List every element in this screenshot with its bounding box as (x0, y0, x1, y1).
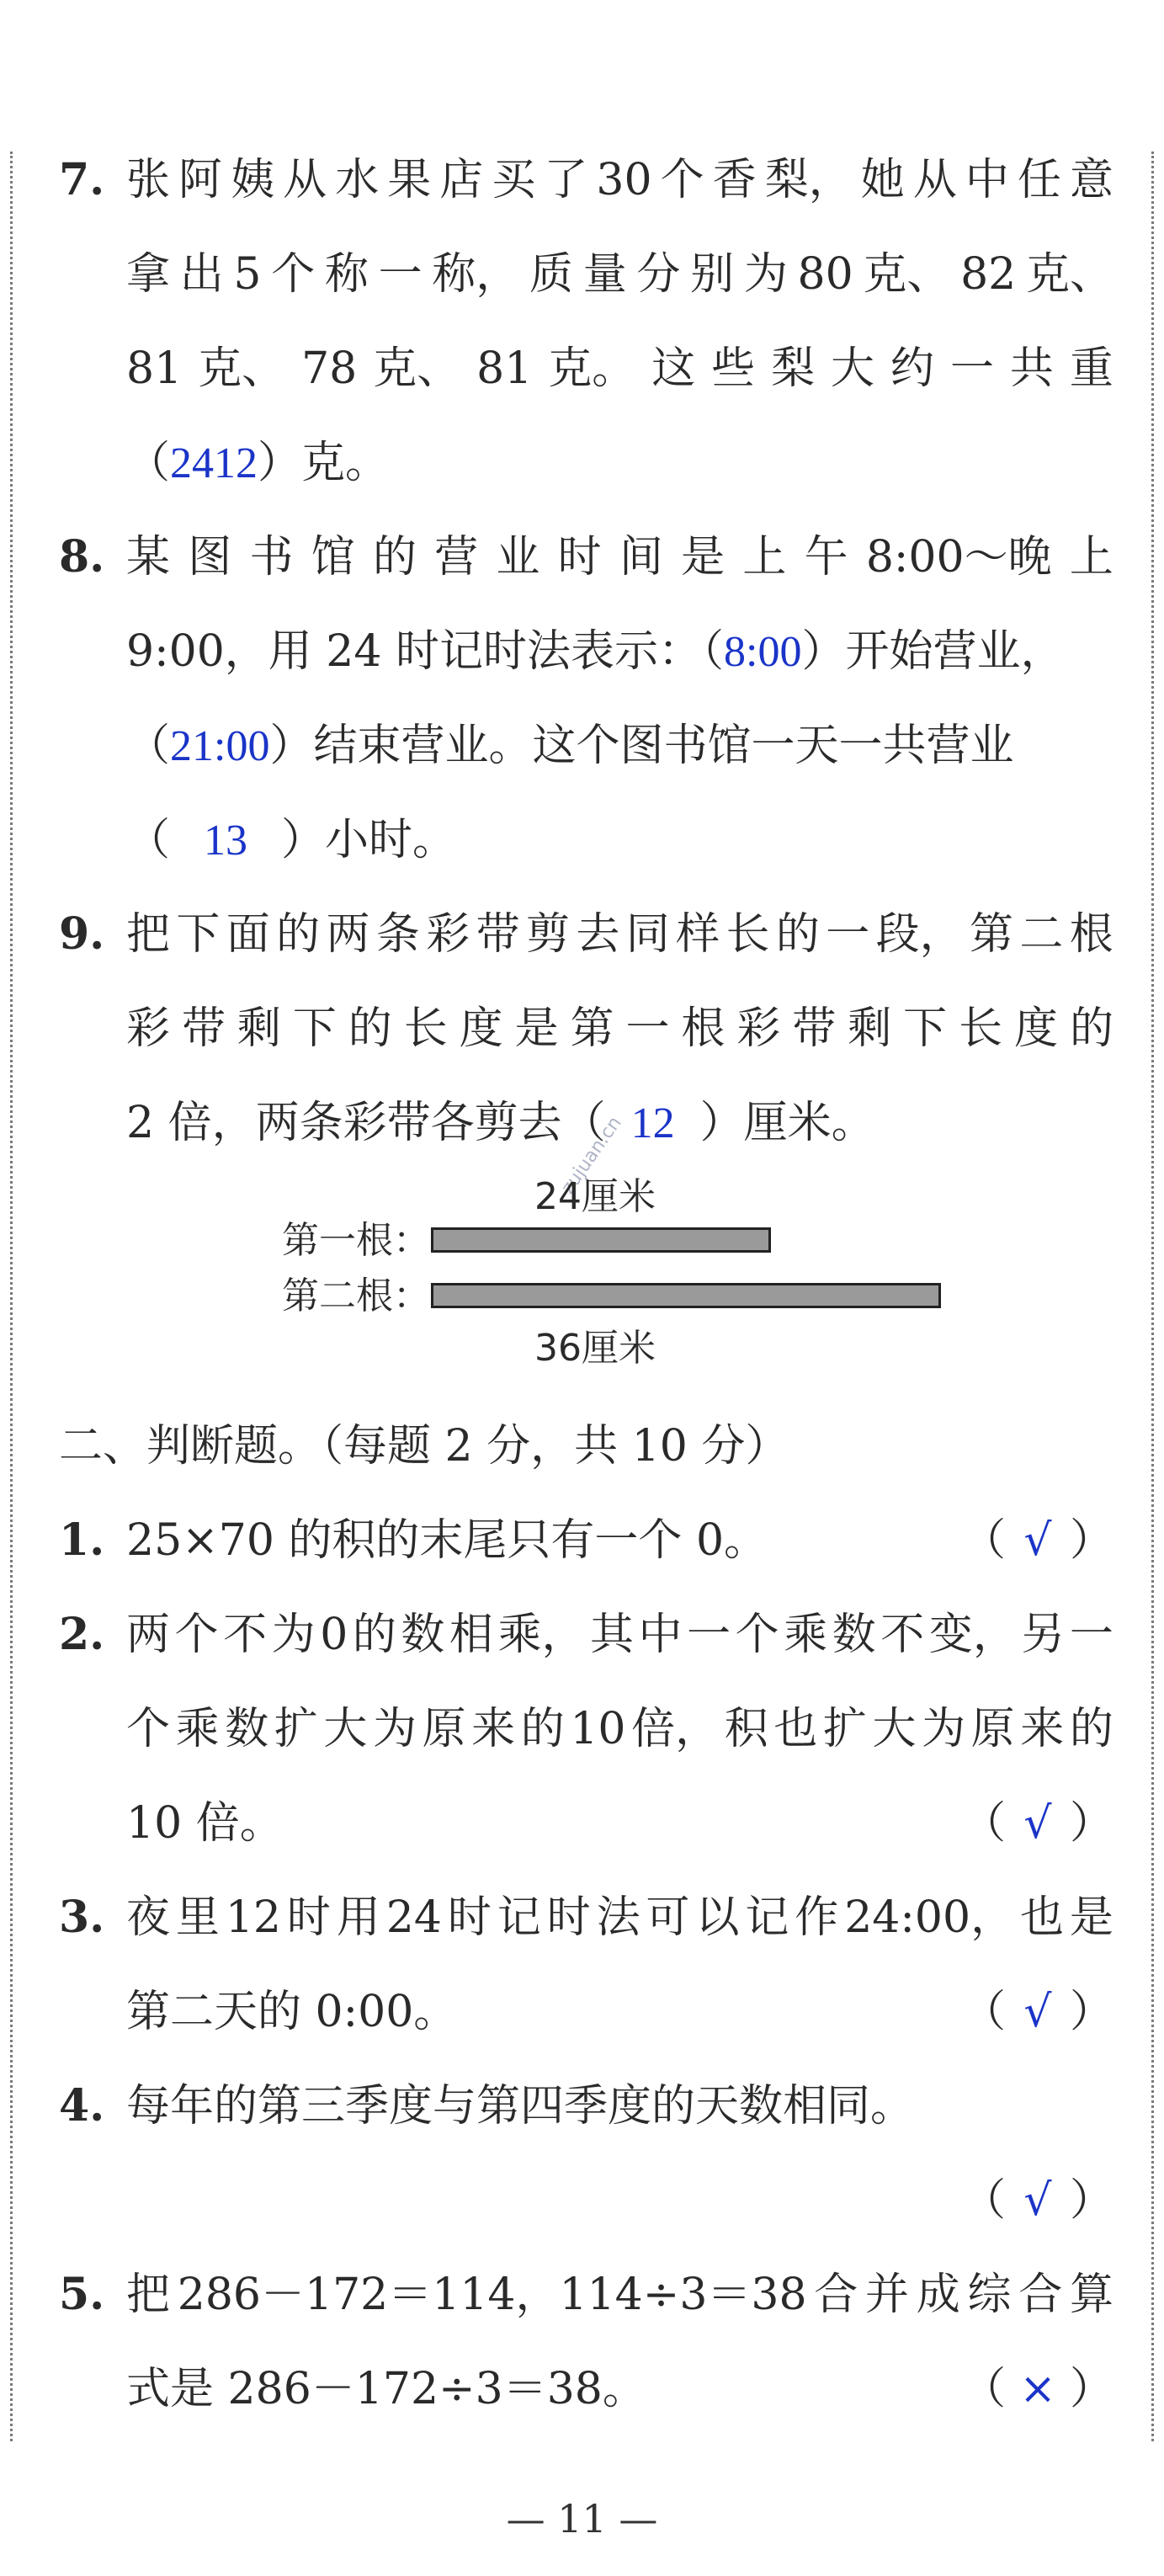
text-token: 段， (875, 909, 964, 960)
q7-answer: 2412 (170, 439, 258, 487)
text-token: 出 (179, 249, 224, 300)
text-token: 个 (174, 1610, 219, 1660)
text-token: 营 (434, 532, 479, 583)
text-token: 某 (126, 532, 171, 583)
paren-close: ） (1069, 1987, 1114, 2037)
text-token: 剩 (848, 1003, 892, 1054)
text-token: 克、 (373, 343, 461, 394)
paren-close: ） (1069, 1515, 1114, 1566)
question-8-number: 8. (59, 531, 105, 583)
text-token: 剩 (237, 1003, 281, 1054)
q9-line-3-pre: 2 倍，两条彩带各剪去（ (126, 1098, 606, 1148)
text-token: 是 (681, 532, 726, 583)
text-token: 数 (832, 1610, 876, 1660)
text-token: 乘 (175, 1704, 220, 1754)
text-token: 数 (401, 1610, 445, 1660)
text-token: 合 (1018, 2270, 1063, 2320)
text-token: 81 (126, 343, 183, 394)
text-token: 共 (1009, 343, 1054, 394)
text-token: 乘， (497, 1610, 586, 1660)
text-token: 二 (1019, 909, 1064, 960)
text-token: 张 (126, 155, 171, 205)
text-token: 业 (496, 532, 540, 583)
judge-3-answer-box (962, 1987, 1114, 2037)
text-token: 一 (826, 909, 870, 960)
section-2-title: 二、判断题。（每题 2 分，共 10 分） (59, 1421, 789, 1472)
text-token: 里 (175, 1892, 220, 1943)
text-token: 一 (949, 343, 994, 394)
q8-line-2 (126, 626, 1114, 677)
text-token: 香 (712, 155, 757, 205)
text-token: 法 (596, 1892, 640, 1943)
judge-2-line-3: 10 倍。 (126, 1798, 284, 1849)
judge-2-line-2 (126, 1704, 1114, 1754)
text-token: 算 (1069, 2270, 1114, 2320)
text-token: 彩 (126, 1003, 171, 1054)
paren-close: ） (1069, 1798, 1114, 1849)
text-token: 也 (773, 1704, 818, 1754)
text-token: 的 (348, 1003, 392, 1054)
text-token: 梨 (771, 343, 816, 394)
text-token: 倍， (631, 1704, 720, 1754)
text-token: 的 (276, 909, 321, 960)
text-token: 综 (967, 2270, 1012, 2320)
q9-line-3 (126, 1098, 1114, 1148)
text-token: 上 (1069, 532, 1114, 583)
text-token: 第 (970, 909, 1014, 960)
text-token: 数 (225, 1704, 269, 1754)
text-token: 了 (544, 155, 588, 205)
text-token: 彩 (736, 1003, 781, 1054)
judge-3-answer: √ (1023, 1987, 1052, 2037)
text-token: 作 (795, 1892, 839, 1943)
text-token: 梨， (764, 155, 853, 205)
text-token: 午 (804, 532, 848, 583)
text-token: 时 (557, 532, 602, 583)
text-token: 样 (676, 909, 720, 960)
text-token: 5 (233, 249, 262, 300)
paren-open: （ (962, 2175, 1007, 2226)
text-token: 克。 (548, 343, 636, 394)
right-dotted-margin (1151, 152, 1154, 2441)
text-token: 24:00， (844, 1892, 1015, 1943)
judge-1-answer: √ (1023, 1515, 1052, 1566)
q9-line-1 (126, 909, 1114, 960)
text-token: 来 (1020, 1704, 1065, 1754)
text-token: 以 (695, 1892, 740, 1943)
text-token: 根 (681, 1003, 726, 1054)
paren-open: （ (962, 2364, 1007, 2414)
judge-2-line-1 (126, 1610, 1114, 1660)
judge-5-answer-box (962, 2364, 1114, 2414)
text-token: 的 (775, 909, 820, 960)
paren-open: （ (962, 1987, 1007, 2037)
text-token: 别 (690, 249, 735, 300)
text-token: 两 (126, 1610, 171, 1660)
question-7-number: 7. (59, 154, 105, 205)
text-token: 另 (1021, 1610, 1066, 1660)
text-token: 个 (735, 1610, 779, 1660)
text-token: 其 (590, 1610, 635, 1660)
text-token: 的 (1069, 1704, 1114, 1754)
text-token: 8:00～晚 (865, 532, 1052, 583)
text-token: 的 (372, 532, 417, 583)
text-token: 分 (636, 249, 681, 300)
judge-5-line-1 (126, 2270, 1114, 2320)
text-token: 的 (1069, 1003, 1114, 1054)
text-token: 长 (726, 909, 770, 960)
ribbon-two-bar (431, 1283, 941, 1308)
text-token: 时 (286, 1892, 331, 1943)
q8-line-2-post: ）开始营业， (801, 626, 1065, 677)
q8-answer-close-time: 21:00 (170, 722, 270, 770)
text-token: 书 (249, 532, 294, 583)
text-token: 并 (865, 2270, 910, 2320)
judge-3-line-2: 第二天的 0:00。 (126, 1987, 458, 2037)
judge-5-number: 5. (59, 2269, 105, 2320)
q8-line-4-post: ）小时。 (281, 815, 457, 865)
q8-answer-hours: 13 (204, 817, 248, 865)
text-token: 一 (1069, 1610, 1114, 1660)
text-token: 她 (860, 155, 905, 205)
watermark: zujuan.cn (557, 1112, 626, 1199)
text-token: 拿 (126, 249, 171, 300)
judge-2-answer-box (962, 1798, 1114, 1849)
text-token: 78 (301, 343, 358, 394)
judge-1-text: 25×70 的积的末尾只有一个 0。 (126, 1515, 768, 1566)
text-token: 扩 (274, 1704, 318, 1754)
text-token: 大 (872, 1704, 917, 1754)
text-token: 的 (520, 1704, 565, 1754)
text-token: 买 (492, 155, 536, 205)
text-token: 下 (903, 1003, 948, 1054)
text-token: 的 (352, 1610, 396, 1660)
text-token: 根 (1069, 909, 1114, 960)
text-token: 中 (965, 155, 1009, 205)
judge-1-answer-box (962, 1515, 1114, 1566)
text-token: 克、 (1025, 249, 1114, 300)
text-token: 原 (422, 1704, 466, 1754)
text-token: 同 (625, 909, 670, 960)
text-token: 一 (687, 1610, 731, 1660)
text-token: 是 (1069, 1892, 1114, 1943)
text-token: 也 (1019, 1892, 1064, 1943)
page-number: — 11 — (506, 2496, 658, 2541)
text-token: 用 (336, 1892, 380, 1943)
diagram-first-label: 第一根： (282, 1219, 430, 1262)
q8-line-4 (126, 815, 1114, 865)
paren-close: ） (1069, 2175, 1114, 2226)
text-token: 是 (514, 1003, 559, 1054)
text-token: 剪 (526, 909, 571, 960)
judge-4-number: 4. (59, 2080, 105, 2132)
q8-line-2-pre: 9:00，用 24 时记时法表示：（ (126, 626, 724, 677)
text-token: 个 (126, 1704, 171, 1754)
text-token: 286－172＝114，114÷3＝38 (177, 2270, 807, 2320)
q9-line-2 (126, 1003, 1114, 1054)
text-token: 姨 (231, 155, 275, 205)
q9-answer: 12 (630, 1099, 675, 1147)
text-token: 从 (283, 155, 327, 205)
q8-line-4-open: （ (126, 815, 171, 865)
text-token: 不 (880, 1610, 925, 1660)
judge-5-answer: × (1019, 2364, 1056, 2414)
q8-line-3-post: ）结束营业。这个图书馆一天一共营业 (269, 721, 1014, 771)
text-token: 合 (814, 2270, 858, 2320)
text-token: 第 (570, 1003, 614, 1054)
text-token: 10 (570, 1704, 626, 1754)
q7-line-1 (126, 155, 1114, 205)
text-token: 积 (724, 1704, 768, 1754)
q7-line-4 (126, 438, 1114, 488)
judge-4-answer-box (962, 2175, 1114, 2226)
text-token: 记 (497, 1892, 541, 1943)
text-token: 81 (476, 343, 533, 394)
text-token: 长 (959, 1003, 1003, 1054)
diagram-second-label: 第二根： (282, 1275, 430, 1317)
text-token: 个 (271, 249, 316, 300)
text-token: 果 (387, 155, 432, 205)
text-token: 82 (960, 249, 1017, 300)
text-token: 称 (324, 249, 369, 300)
judge-3-line-1 (126, 1892, 1114, 1943)
paren-open: （ (962, 1798, 1007, 1849)
text-token: 质 (529, 249, 574, 300)
text-token: 从 (912, 155, 957, 205)
text-token: 量 (582, 249, 627, 300)
text-token: 来 (471, 1704, 516, 1754)
text-token: 馆 (311, 532, 355, 583)
judge-2-number: 2. (59, 1609, 105, 1660)
text-token: 下 (176, 909, 221, 960)
text-token: 大 (323, 1704, 368, 1754)
text-token: 意 (1069, 155, 1114, 205)
diagram-top-length: 24厘米 (534, 1175, 656, 1218)
text-token: 大 (831, 343, 875, 394)
text-token: 为 (922, 1704, 966, 1754)
judge-4-answer: √ (1023, 2175, 1052, 2226)
text-token: 度 (1014, 1003, 1059, 1054)
paren-open: （ (962, 1515, 1007, 1566)
text-token: 克、 (198, 343, 286, 394)
text-token: 两 (326, 909, 370, 960)
text-token: 0 (320, 1610, 348, 1660)
text-token: 一 (378, 249, 423, 300)
text-token: 原 (970, 1704, 1015, 1754)
text-token: 不 (223, 1610, 268, 1660)
text-token: 克、 (863, 249, 951, 300)
text-token: 夜 (126, 1892, 171, 1943)
text-token: 面 (226, 909, 270, 960)
text-token: 为 (743, 249, 788, 300)
text-token: 重 (1069, 343, 1114, 394)
text-token: 称， (432, 249, 520, 300)
text-token: 30 (596, 155, 652, 205)
judge-4-text: 每年的第三季度与第四季度的天数相同。 (126, 2081, 915, 2132)
judge-3-number: 3. (59, 1892, 105, 1943)
left-dotted-margin (10, 152, 13, 2441)
text-token: 变， (928, 1610, 1017, 1660)
text-token: 12 (225, 1892, 282, 1943)
text-token: 上 (742, 532, 787, 583)
q8-answer-open-time: 8:00 (724, 628, 802, 676)
text-token: 间 (619, 532, 663, 583)
text-token: 彩 (426, 909, 470, 960)
text-token: 24 (385, 1892, 442, 1943)
diagram-bottom-length: 36厘米 (534, 1327, 656, 1370)
text-token: 个 (660, 155, 704, 205)
text-token: 带 (476, 909, 520, 960)
text-token: 带 (792, 1003, 837, 1054)
judge-2-answer: √ (1023, 1798, 1052, 1849)
judge-1-number: 1. (59, 1514, 105, 1566)
q8-line-3 (126, 721, 1114, 771)
question-9-number: 9. (59, 908, 105, 960)
text-token: 扩 (822, 1704, 867, 1754)
text-token: 80 (797, 249, 853, 300)
text-token: 度 (459, 1003, 503, 1054)
text-token: 些 (711, 343, 756, 394)
text-token: 把 (126, 909, 171, 960)
q9-line-3-post: ）厘米。 (699, 1098, 875, 1148)
text-token: 水 (335, 155, 380, 205)
text-token: 下 (292, 1003, 337, 1054)
ribbon-one-bar (431, 1227, 771, 1253)
judge-5-line-2: 式是 286－172÷3＝38。 (126, 2364, 646, 2414)
text-token: 条 (375, 909, 420, 960)
text-token: 把 (126, 2270, 171, 2320)
text-token: 约 (890, 343, 935, 394)
text-token: 成 (916, 2270, 960, 2320)
q8-line-3-open: （ (126, 721, 171, 771)
text-token: 这 (651, 343, 696, 394)
text-token: 时 (447, 1892, 492, 1943)
q7-answer-open: （ (126, 438, 171, 488)
text-token: 可 (646, 1892, 690, 1943)
text-token: 图 (188, 532, 232, 583)
q7-line-3 (126, 343, 1114, 394)
text-token: 相 (449, 1610, 493, 1660)
q8-line-1 (126, 532, 1114, 583)
text-token: 为 (372, 1704, 417, 1754)
text-token: 记 (745, 1892, 789, 1943)
text-token: 店 (439, 155, 484, 205)
text-token: 为 (271, 1610, 316, 1660)
text-token: 乘 (784, 1610, 828, 1660)
paren-close: ） (1069, 2364, 1114, 2414)
text-token: 带 (181, 1003, 226, 1054)
text-token: 时 (546, 1892, 591, 1943)
text-token: 阿 (178, 155, 223, 205)
text-token: 长 (403, 1003, 448, 1054)
text-token: 去 (576, 909, 620, 960)
text-token: 任 (1017, 155, 1061, 205)
q7-answer-close: ）克。 (258, 438, 390, 488)
text-token: 中 (638, 1610, 683, 1660)
q7-line-2 (126, 249, 1114, 300)
text-token: 一 (625, 1003, 670, 1054)
